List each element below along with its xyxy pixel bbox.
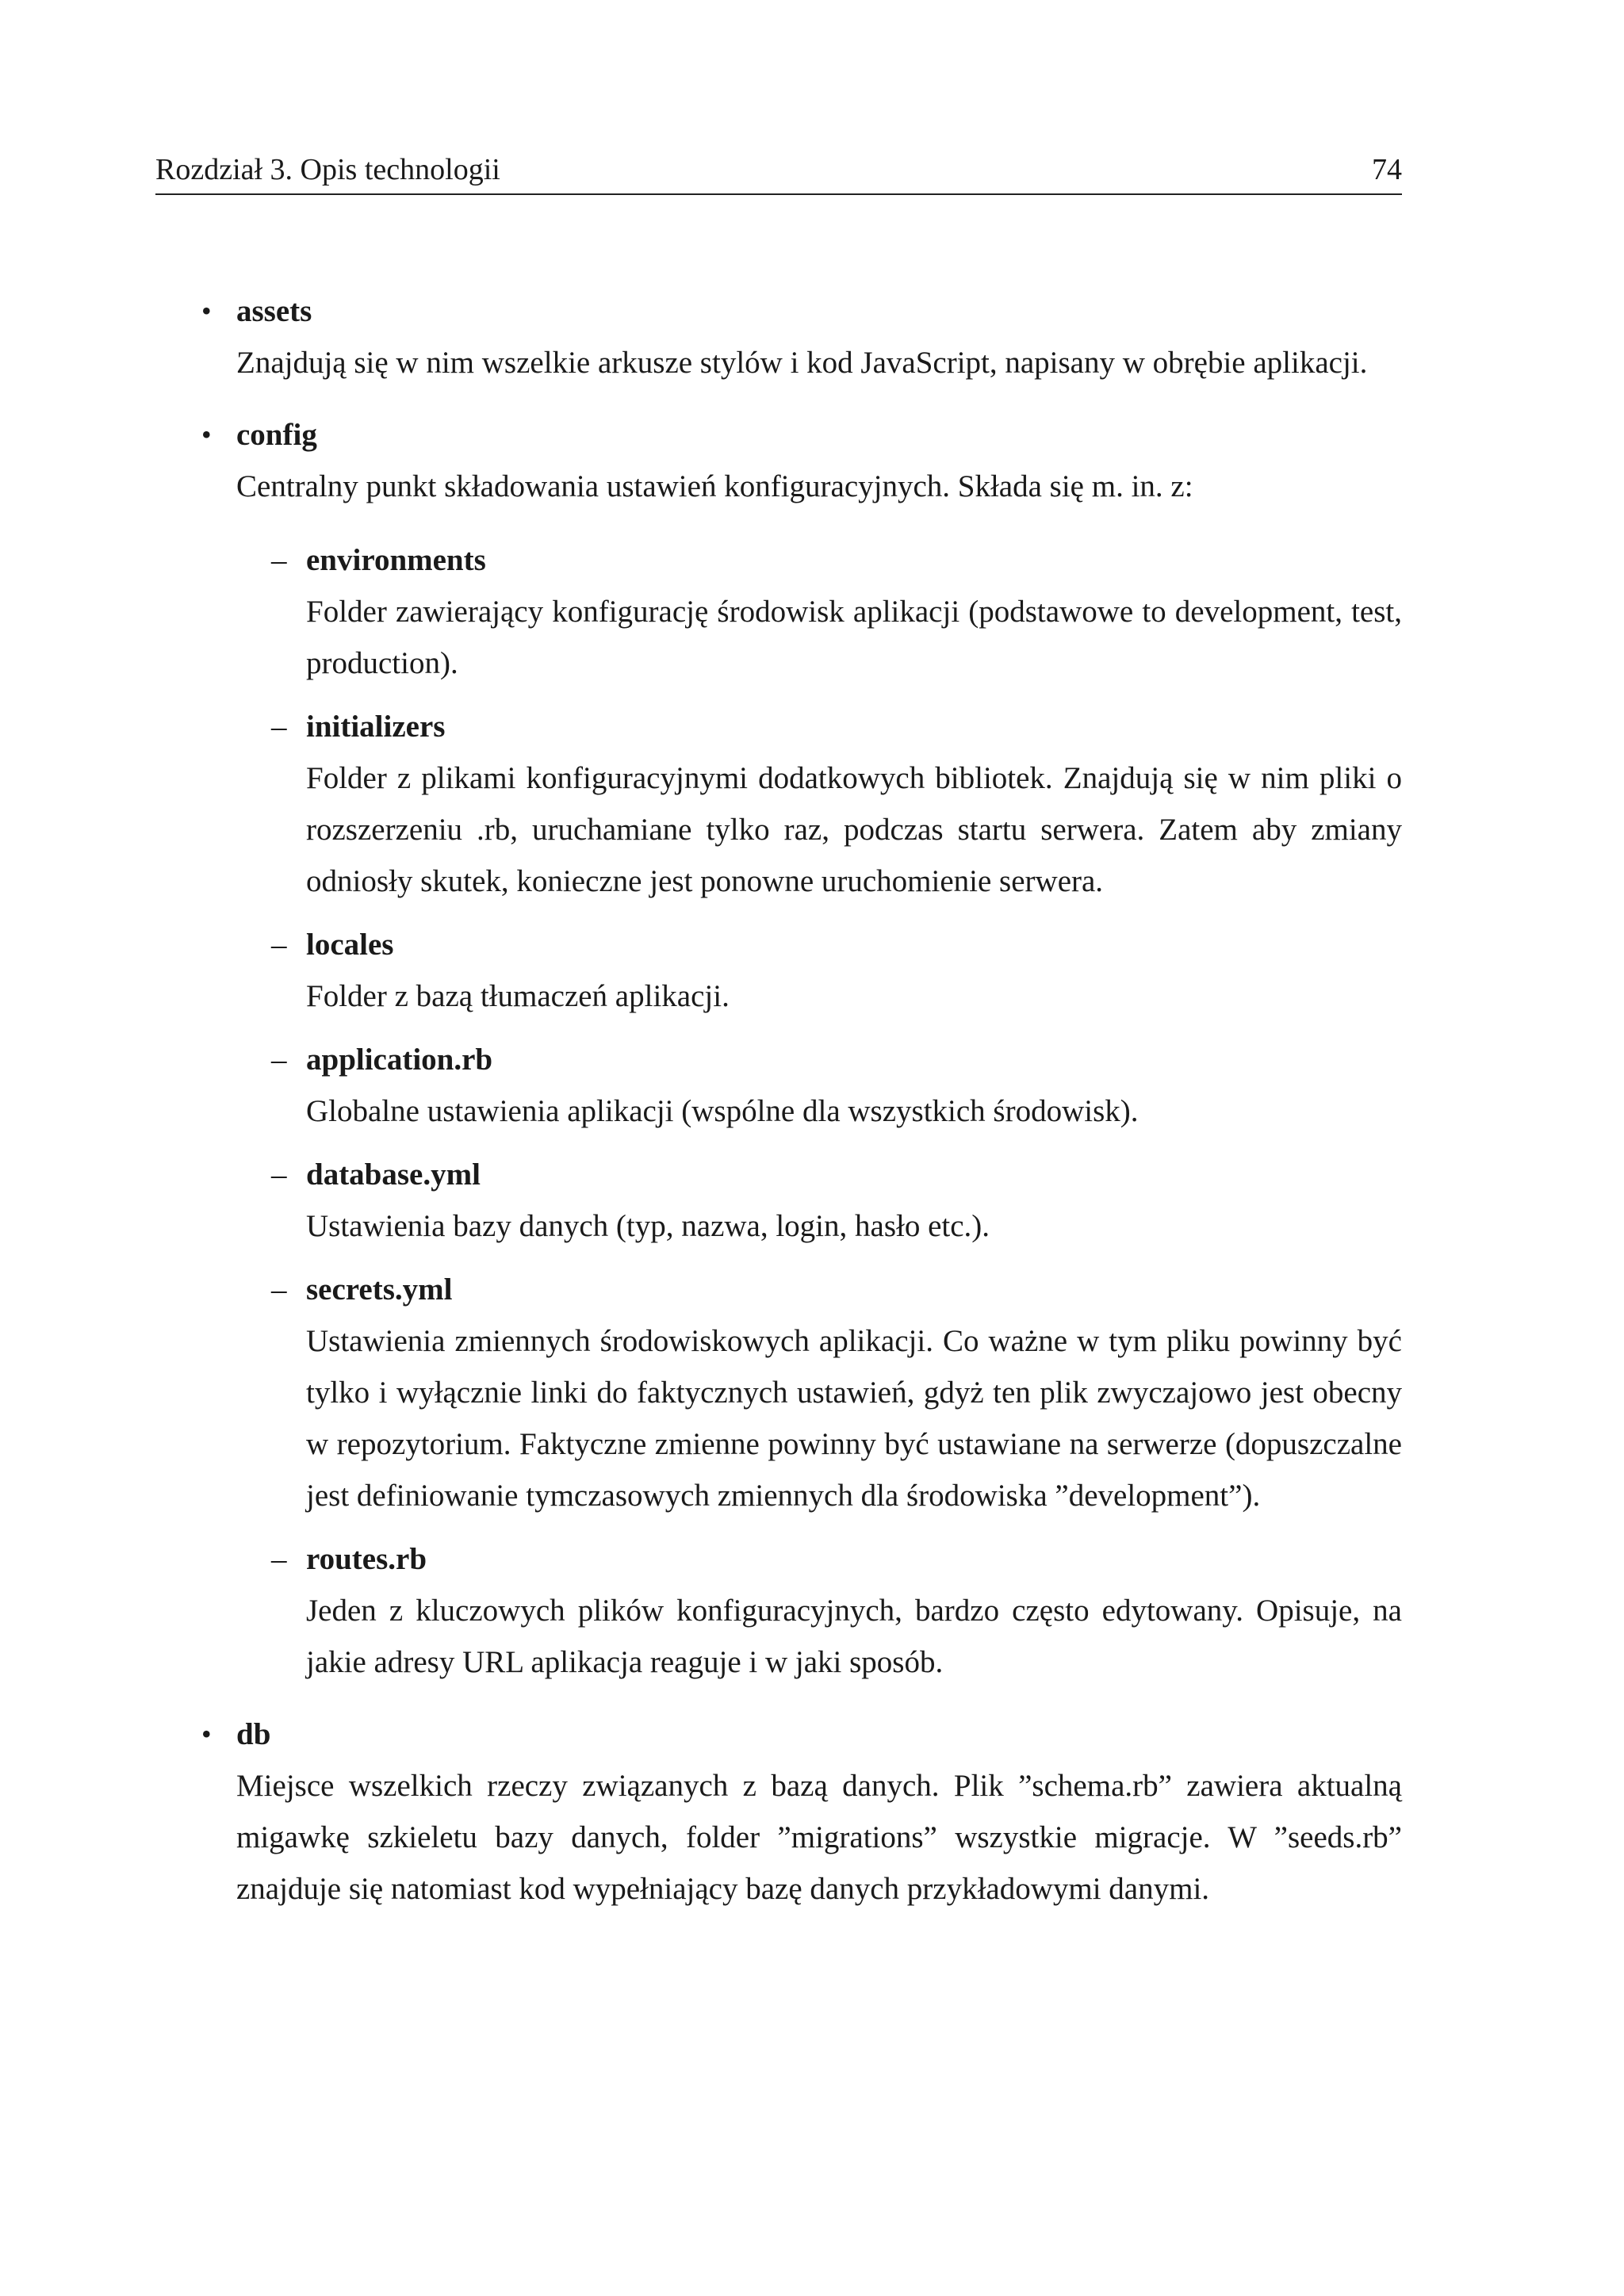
- dash-icon: –: [271, 928, 287, 962]
- subitem-database-yml: [236, 1149, 1402, 1252]
- document-body: [155, 285, 1402, 1935]
- item-description: Centralny punkt składowania ustawień konfiguracyjnych. Składa się m. in. z:: [236, 469, 1193, 503]
- item-term: assets: [236, 294, 312, 328]
- subitem-routes-rb: [236, 1533, 1402, 1688]
- config-subitems: [236, 534, 1402, 1688]
- dash-icon: –: [271, 543, 287, 577]
- list-item-config: [155, 409, 1402, 1688]
- subitem-secrets-yml: [236, 1264, 1402, 1521]
- bullet-icon: •: [201, 1718, 212, 1750]
- dash-icon: –: [271, 710, 287, 744]
- subitem-description: Globalne ustawienia aplikacji (wspólne dla wszystkich środowisk).: [306, 1094, 1139, 1128]
- list-item-assets: [155, 285, 1402, 388]
- page-header: [155, 152, 1402, 195]
- subitem-description: Jeden z kluczowych plików konfiguracyjnych, bardzo często edytowany. Opisuje, na jakie adresy URL aplikacja reaguje i w jaki sposób.: [306, 1594, 1402, 1679]
- bullet-icon: •: [201, 295, 212, 327]
- subitem-term: application.rb: [306, 1043, 493, 1077]
- subitem-term: environments: [306, 543, 486, 577]
- dash-icon: –: [271, 1272, 287, 1307]
- subitem-environments: [236, 534, 1402, 689]
- subitem-initializers: [236, 701, 1402, 907]
- subitem-application-rb: [236, 1034, 1402, 1137]
- subitem-description: Folder z bazą tłumaczeń aplikacji.: [306, 979, 730, 1013]
- subitem-term: routes.rb: [306, 1542, 427, 1576]
- dash-icon: –: [271, 1043, 287, 1077]
- dash-icon: –: [271, 1542, 287, 1576]
- chapter-title: Rozdział 3. Opis technologii: [155, 153, 500, 186]
- subitem-description: Ustawienia zmiennych środowiskowych aplikacji. Co ważne w tym pliku powinny być tylko i wyłącznie linki do faktycznych ustawień, gdyż ten plik zwyczajowo jest obecny w repozytorium. Faktyczne zmienne powinny być ustawiane na serwerze (dopuszczalne jest definiowanie tymczasowych zmiennych dla środowiska ”development”).: [306, 1324, 1402, 1513]
- subitem-description: Ustawienia bazy danych (typ, nazwa, login, hasło etc.).: [306, 1209, 990, 1243]
- bullet-icon: •: [201, 419, 212, 450]
- subitem-term: database.yml: [306, 1158, 481, 1192]
- item-term: config: [236, 418, 317, 452]
- dash-icon: –: [271, 1158, 287, 1192]
- subitem-term: initializers: [306, 710, 446, 744]
- list-item-db: [155, 1709, 1402, 1915]
- subitem-term: locales: [306, 928, 394, 962]
- subitem-term: secrets.yml: [306, 1272, 453, 1307]
- subitem-description: Folder z plikami konfiguracyjnymi dodatkowych bibliotek. Znajdują się w nim pliki o rozszerzeniu .rb, uruchamiane tylko raz, podczas startu serwera. Zatem aby zmiany odniosły skutek, konieczne jest ponowne uruchomienie serwera.: [306, 761, 1402, 898]
- page-number: 74: [1372, 153, 1402, 186]
- item-description: Znajdują się w nim wszelkie arkusze stylów i kod JavaScript, napisany w obrębie aplikacji.: [236, 346, 1368, 380]
- subitem-locales: [236, 919, 1402, 1022]
- subitem-description: Folder zawierający konfigurację środowisk aplikacji (podstawowe to development, test, production).: [306, 595, 1402, 680]
- item-description: Miejsce wszelkich rzeczy związanych z bazą danych. Plik ”schema.rb” zawiera aktualną migawkę szkieletu bazy danych, folder ”migrations” wszystkie migracje. W ”seeds.rb” znajduje się natomiast kod wypełniający bazę danych przykładowymi danymi.: [236, 1769, 1402, 1906]
- item-term: db: [236, 1717, 271, 1751]
